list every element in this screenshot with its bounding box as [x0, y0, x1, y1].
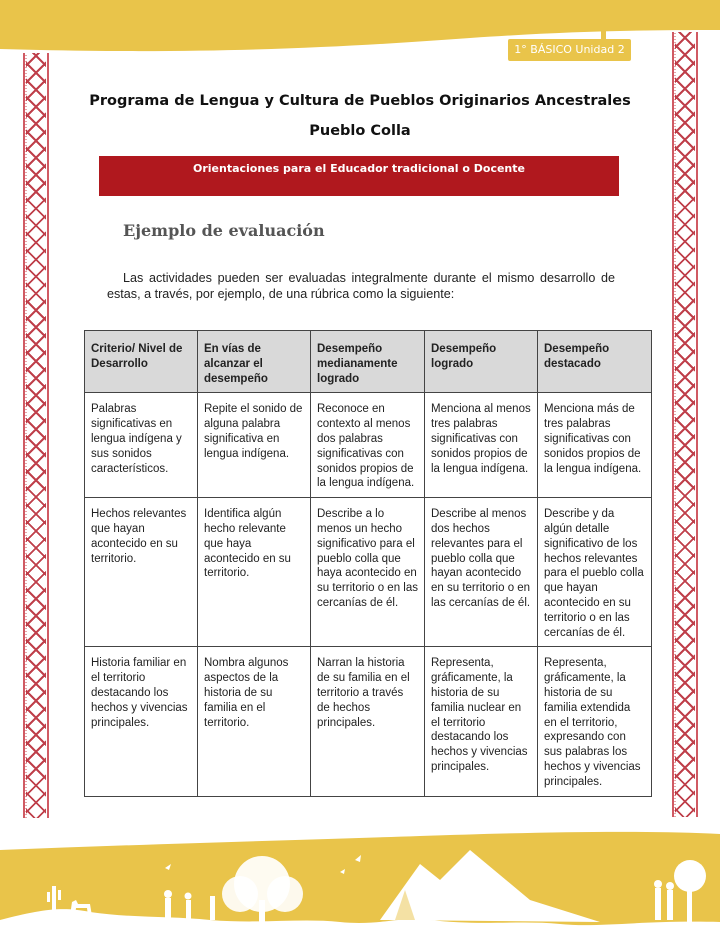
header-criterion: Criterio/ Nivel de Desarrollo	[85, 331, 198, 393]
table-cell: Menciona más de tres palabras significativas con sonidos propios de la lengua indígena.	[538, 393, 652, 498]
table-cell: Palabras significativas en lengua indígena y sus sonidos característicos.	[85, 393, 198, 498]
table-cell: Narran la historia de su familia en el territorio a través de hechos principales.	[311, 647, 425, 796]
unit-badge: 1° BÁSICO Unidad 2	[508, 39, 631, 61]
header-achieved: Desempeño logrado	[425, 331, 538, 393]
table-cell: Historia familiar en el territorio destacando los hechos y vivencias principales.	[85, 647, 198, 796]
table-cell: Hechos relevantes que hayan acontecido en su territorio.	[85, 498, 198, 647]
table-cell: Describe a lo menos un hecho significativo para el pueblo colla que haya acontecido en su territorio o en las cercanías de él.	[311, 498, 425, 647]
left-woven-border	[23, 53, 49, 818]
table-cell: Representa, gráficamente, la historia de su familia extendida en el territorio, expresando con sus palabras los hechos y vivencias principales.	[538, 647, 652, 796]
table-row	[85, 498, 652, 647]
table-cell: Describe al menos dos hechos relevantes para el pueblo colla que hayan acontecido en su territorio o en las cercanías de él.	[425, 498, 538, 647]
table-cell: Describe y da algún detalle significativo de los hechos relevantes para el pueblo colla que hayan acontecido en su territorio o en las cercanías de él.	[538, 498, 652, 647]
bottom-landscape-illustration	[0, 820, 720, 932]
table-cell: Menciona al menos tres palabras significativas con sonidos propios de la lengua indígena.	[425, 393, 538, 498]
rubric-table	[84, 330, 652, 797]
header-in-progress: En vías de alcanzar el desempeño	[198, 331, 311, 393]
table-cell: Repite el sonido de alguna palabra significativa en lengua indígena.	[198, 393, 311, 498]
table-header-row	[85, 331, 652, 393]
header-partially-achieved: Desempeño medianamente logrado	[311, 331, 425, 393]
table-row	[85, 393, 652, 498]
table-cell: Identifica algún hecho relevante que haya acontecido en su territorio.	[198, 498, 311, 647]
table-cell: Nombra algunos aspectos de la historia de su familia en el territorio.	[198, 647, 311, 796]
intro-paragraph: Las actividades pueden ser evaluadas integralmente durante el mismo desarrollo de estas, a través, por ejemplo, de una rúbrica como la siguiente:	[107, 271, 615, 301]
table-cell: Reconoce en contexto al menos dos palabras significativas con sonidos propios de la lengua indígena.	[311, 393, 425, 498]
table-cell: Representa, gráficamente, la historia de su familia nuclear en el territorio destacando los hechos y vivencias principales.	[425, 647, 538, 796]
people-title: Pueblo Colla	[309, 123, 411, 139]
header-outstanding: Desempeño destacado	[538, 331, 652, 393]
woven-motif	[26, 53, 46, 818]
woven-motif	[675, 32, 695, 817]
section-title: Ejemplo de evaluación	[123, 221, 325, 240]
program-title: Programa de Lengua y Cultura de Pueblos Originarios Ancestrales	[89, 93, 631, 109]
right-woven-border	[672, 32, 698, 817]
table-row	[85, 647, 652, 796]
section-banner: Orientaciones para el Educador tradicional o Docente	[99, 156, 619, 196]
